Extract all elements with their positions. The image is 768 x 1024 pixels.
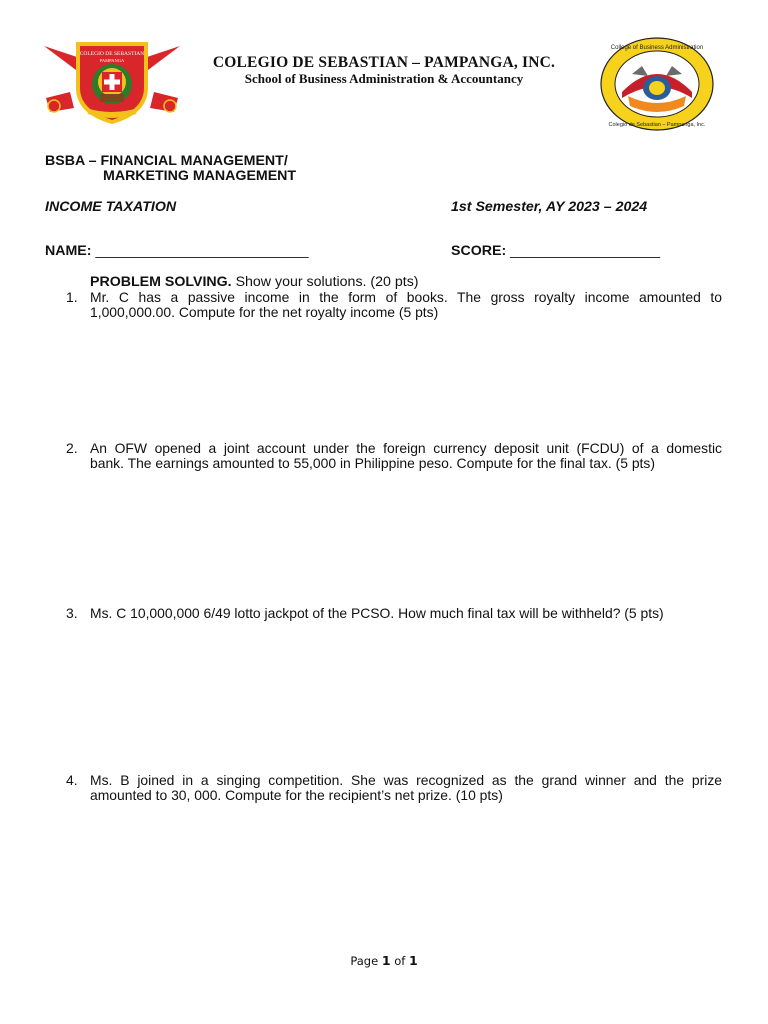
- score-field[interactable]: [451, 243, 660, 259]
- business-admin-seal-icon: [598, 36, 716, 132]
- question-number: 2.: [66, 440, 78, 456]
- question-item: [66, 606, 722, 621]
- question-number: 3.: [66, 605, 78, 621]
- question-text-line1: Mr. C has a passive income in the form of books. The gross royalty income amounted to: [90, 289, 722, 305]
- instructions: [90, 274, 419, 290]
- page-total: 1: [408, 953, 418, 968]
- question-number: 4.: [66, 772, 78, 788]
- question-item: [66, 441, 722, 471]
- svg-text:Colegio de Sebastian – Pampang: Colegio de Sebastian – Pampanga, Inc.: [608, 122, 706, 128]
- school-name: School of Business Administration & Accountancy: [244, 71, 524, 86]
- question-text-line2: 1,000,000.00. Compute for the net royalty income (5 pts): [90, 304, 439, 320]
- question-text-line2: amounted to 30, 000. Compute for the recipient’s net prize. (10 pts): [90, 787, 503, 803]
- instructions-heading: PROBLEM SOLVING.: [90, 274, 232, 290]
- page-current: 1: [381, 953, 391, 968]
- program-line-2: MARKETING MANAGEMENT: [103, 168, 297, 184]
- score-label: SCORE:: [451, 243, 507, 259]
- svg-text:PAMPANGA: PAMPANGA: [99, 58, 125, 63]
- program-line-1: BSBA – FINANCIAL MANAGEMENT/: [45, 153, 288, 169]
- question-text-line1: Ms. B joined in a singing competition. She was recognized as the grand winner and the prize: [90, 772, 722, 788]
- page-word: Page: [350, 954, 379, 968]
- page-number: [0, 953, 768, 968]
- question-text-line1: Ms. C 10,000,000 6/49 lotto jackpot of the PCSO. How much final tax will be withheld? (5 pts): [90, 605, 664, 621]
- question-item: [66, 290, 722, 320]
- name-blank[interactable]: ___________________________: [95, 243, 309, 259]
- course-title: INCOME TAXATION: [45, 199, 177, 215]
- name-label: NAME:: [45, 243, 92, 259]
- instructions-text: Show your solutions. (20 pts): [231, 274, 419, 290]
- semester: 1st Semester, AY 2023 – 2024: [451, 199, 648, 215]
- institution-name: COLEGIO DE SEBASTIAN – PAMPANGA, INC.: [212, 54, 556, 71]
- question-item: [66, 773, 722, 803]
- question-text-line1: An OFW opened a joint account under the foreign currency deposit unit (FCDU) of a domestic: [90, 440, 722, 456]
- question-number: 1.: [66, 289, 78, 305]
- of-word: of: [394, 954, 406, 968]
- question-text-line2: bank. The earnings amounted to 55,000 in Philippine peso. Compute for the final tax. (5 pts): [90, 455, 655, 471]
- name-field[interactable]: [45, 243, 309, 259]
- business-admin-seal-logo: [598, 36, 716, 132]
- score-blank[interactable]: ___________________: [510, 243, 661, 259]
- svg-text:COLEGIO DE SEBASTIAN: COLEGIO DE SEBASTIAN: [79, 51, 145, 57]
- svg-text:College of Business Administra: College of Business Administration: [610, 45, 704, 51]
